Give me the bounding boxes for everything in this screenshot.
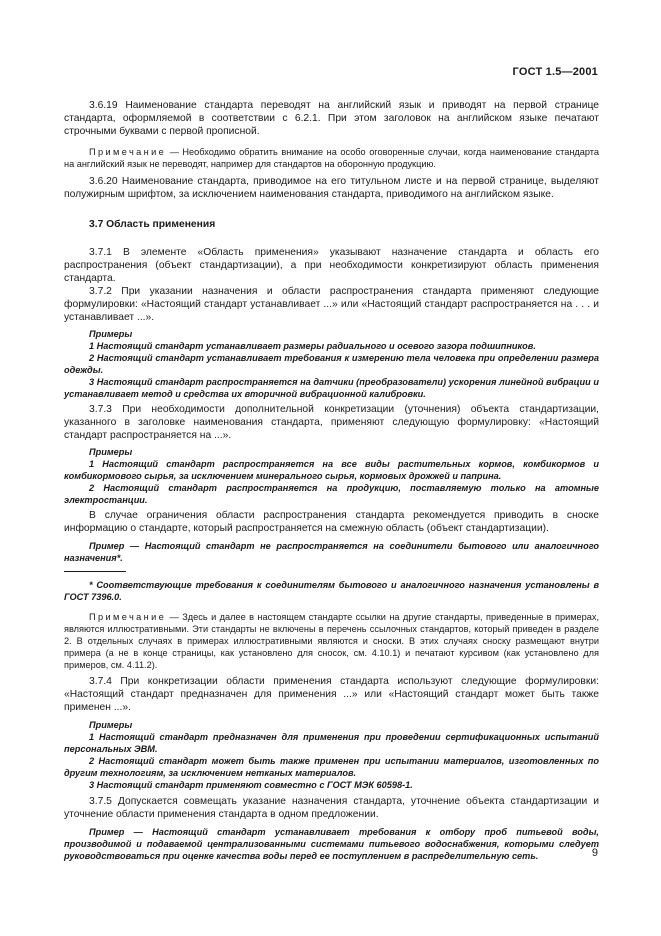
paragraph-3-6-19: 3.6.19 Наименование стандарта переводят на английский язык и приводят на первой странице стандарта, оформляемой в соответствии с 6.2.1. При этом заголовок на английском языке печатают строчными буквами с первой прописной.	[64, 100, 599, 137]
paragraph-3-7-1: 3.7.1 В элементе «Область применения» указывают назначение стандарта и область его распространения (объект стандартизации), а при необходимости конкретизируют область применения стандарта.	[64, 247, 599, 284]
example-3-item: 1 Настоящий стандарт предназначен для применения при проведении сертификационных испытаний персональных ЭВМ.	[64, 732, 599, 754]
note-1-text: — Необходимо обратить внимание на особо оговоренные случаи, когда наименование стандарта на английский язык не переводят, например для стандартов на оборонную продукцию.	[64, 147, 599, 169]
page-content	[64, 99, 599, 862]
note-2-label: Примечание	[89, 612, 167, 622]
note-1-label: Примечание	[89, 147, 167, 157]
example-footnote: Пример — Настоящий стандарт не распространяется на соединители бытового или аналогичного назначения*.	[64, 541, 599, 563]
examples-1-title: Примеры	[89, 329, 133, 339]
paragraph-3-7-2: 3.7.2 При указании назначения и области распространения стандарта применяют следующие формулировки: «Настоящий стандарт устанавливает ...» или «Настоящий стандарт распространяется на . . . и устанавливает ...».	[64, 286, 599, 323]
example-3-item: 2 Настоящий стандарт может быть также применен при испытании материалов, изготовленных по другим технологиям, за исключением нетканых материалов.	[64, 756, 599, 778]
footnote: * Соответствующие требования к соединителям бытового и аналогичного назначения установлены в ГОСТ 7396.0.	[64, 580, 599, 602]
example-1-item: 3 Настоящий стандарт распространяется на датчики (преобразователи) ускорения линейной вибрации и устанавливает метод и средства их вторичной вибрационной калибровки.	[64, 377, 599, 399]
page-number: 9	[591, 847, 598, 859]
paragraph-3-7-5: 3.7.5 Допускается совмещать указание назначения стандарта, уточнение объекта стандартизации и уточнение области применения стандарта в одном предложении.	[64, 796, 599, 820]
example-2-item: 1 Настоящий стандарт распространяется на все виды растительных кормов, комбикормов и комбикормового сырья, за исключением минерального сырья, кормовых дрожжей и паприна.	[64, 459, 599, 481]
example-1-item: 2 Настоящий стандарт устанавливает требования к измерению тела человека при определении размера одежды.	[64, 353, 599, 375]
note-1	[64, 146, 599, 170]
examples-2-title: Примеры	[89, 447, 133, 457]
document-header: ГОСТ 1.5—2001	[512, 66, 598, 78]
section-3-7-title: 3.7 Область применения	[89, 219, 216, 230]
footnote-divider	[64, 571, 126, 572]
example-1-item: 1 Настоящий стандарт устанавливает размеры радиального и осевого зазора подшипников.	[89, 341, 536, 351]
paragraph-limitation: В случае ограничения области распространения стандарта рекомендуется приводить в сноске информацию о стандарте, который распространяется на смежную область (объект стандартизации).	[64, 510, 599, 534]
example-3-item: 3 Настоящий стандарт применяют совместно с ГОСТ МЭК 60598-1.	[89, 780, 413, 790]
examples-3-title: Примеры	[89, 720, 133, 730]
note-2-text: — Здесь и далее в настоящем стандарте ссылки на другие стандарты, приведенные в примерах, являются иллюстративными. Эти стандарты не включены в перечень ссылочных стандартов, который приведен в разделе 2. В отдельных случаях в примерах иллюстративными являются и сноски. В этих случаях сноску размещают внутри примера (а не в конце страницы, как установлено для сносок, см. 4.10.1) и печатают курсивом (как установлено для примеров, см. 4.11.2).	[64, 612, 599, 670]
note-2	[64, 611, 599, 671]
paragraph-3-6-20: 3.6.20 Наименование стандарта, приводимое на его титульном листе и на первой странице, выделяют полужирным шрифтом, за исключением наименования стандарта, приводимого на английском языке.	[64, 176, 599, 200]
paragraph-3-7-3: 3.7.3 При необходимости дополнительной конкретизации (уточнения) объекта стандартизации, указанного в заголовке наименования стандарта, применяют следующую формулировку: «Настоящий стандарт распространяется на ...».	[64, 404, 599, 441]
paragraph-3-7-4: 3.7.4 При конкретизации области применения стандарта используют следующие формулировки: «Настоящий стандарт предназначен для применения ...» или «Настоящий стандарт может быть также применен ...».	[64, 676, 599, 713]
example-2-item: 2 Настоящий стандарт распространяется на продукцию, поставляемую только на атомные электростанции.	[64, 483, 599, 505]
example-last: Пример — Настоящий стандарт устанавливает требования к отбору проб питьевой воды, производимой и подаваемой централизованными системами питьевого водоснабжения, которыми следует руководствоваться при оценке качества воды перед ее поступлением в распределительную сеть.	[64, 827, 599, 861]
